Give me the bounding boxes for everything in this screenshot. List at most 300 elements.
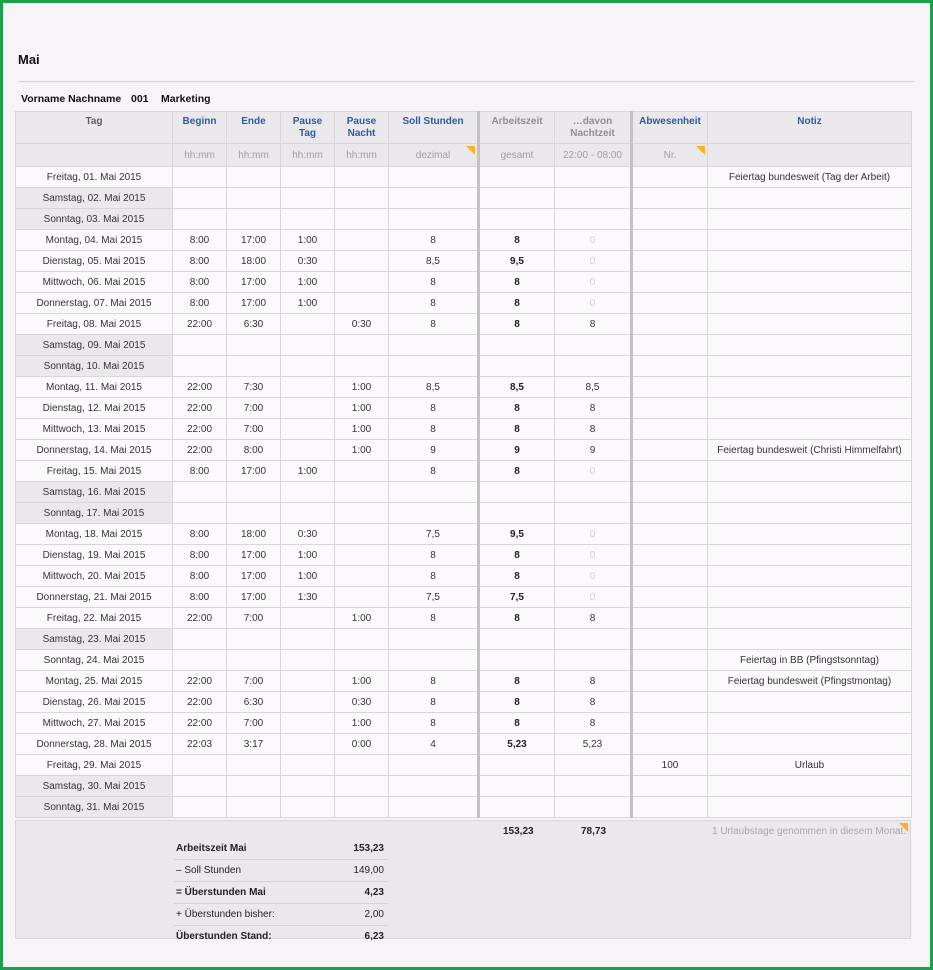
cell-abwesenheit[interactable] [632, 440, 708, 461]
cell-soll[interactable] [389, 503, 479, 524]
cell-abwesenheit[interactable] [632, 482, 708, 503]
cell-nachtzeit[interactable] [555, 650, 632, 671]
cell-beginn[interactable] [173, 356, 227, 377]
cell-nachtzeit[interactable]: 0 [555, 230, 632, 251]
cell-pause-tag[interactable] [281, 776, 335, 797]
cell-nachtzeit[interactable]: 8 [555, 692, 632, 713]
cell-nachtzeit[interactable]: 0 [555, 524, 632, 545]
cell-pause-tag[interactable]: 1:00 [281, 461, 335, 482]
cell-abwesenheit[interactable] [632, 461, 708, 482]
cell-pause-nacht[interactable]: 1:00 [335, 713, 389, 734]
cell-nachtzeit[interactable]: 0 [555, 461, 632, 482]
cell-ende[interactable]: 17:00 [227, 545, 281, 566]
cell-soll[interactable]: 8 [389, 398, 479, 419]
cell-notiz[interactable] [708, 797, 912, 818]
cell-abwesenheit[interactable] [632, 545, 708, 566]
cell-abwesenheit[interactable] [632, 335, 708, 356]
cell-day[interactable]: Sonntag, 03. Mai 2015 [16, 209, 173, 230]
cell-day[interactable]: Mittwoch, 13. Mai 2015 [16, 419, 173, 440]
cell-beginn[interactable]: 8:00 [173, 524, 227, 545]
cell-day[interactable]: Samstag, 09. Mai 2015 [16, 335, 173, 356]
cell-pause-tag[interactable]: 1:00 [281, 566, 335, 587]
cell-nachtzeit[interactable]: 8 [555, 713, 632, 734]
cell-arbeitszeit[interactable] [479, 167, 555, 188]
cell-beginn[interactable]: 22:03 [173, 734, 227, 755]
cell-soll[interactable]: 4 [389, 734, 479, 755]
cell-pause-tag[interactable] [281, 650, 335, 671]
cell-abwesenheit[interactable] [632, 797, 708, 818]
cell-soll[interactable]: 8 [389, 545, 479, 566]
cell-nachtzeit[interactable]: 0 [555, 293, 632, 314]
cell-pause-nacht[interactable]: 0:30 [335, 314, 389, 335]
cell-soll[interactable] [389, 188, 479, 209]
cell-abwesenheit[interactable] [632, 356, 708, 377]
cell-day[interactable]: Freitag, 15. Mai 2015 [16, 461, 173, 482]
cell-abwesenheit[interactable] [632, 398, 708, 419]
cell-pause-tag[interactable] [281, 692, 335, 713]
cell-day[interactable]: Montag, 25. Mai 2015 [16, 671, 173, 692]
cell-notiz[interactable]: Feiertag bundesweit (Christi Himmelfahrt) [708, 440, 912, 461]
cell-soll[interactable] [389, 755, 479, 776]
cell-pause-tag[interactable] [281, 377, 335, 398]
cell-arbeitszeit[interactable] [479, 650, 555, 671]
cell-pause-nacht[interactable] [335, 566, 389, 587]
cell-day[interactable]: Sonntag, 10. Mai 2015 [16, 356, 173, 377]
cell-ende[interactable]: 17:00 [227, 293, 281, 314]
cell-beginn[interactable]: 8:00 [173, 293, 227, 314]
cell-pause-nacht[interactable]: 1:00 [335, 671, 389, 692]
cell-notiz[interactable] [708, 503, 912, 524]
cell-soll[interactable]: 8 [389, 671, 479, 692]
cell-abwesenheit[interactable] [632, 692, 708, 713]
cell-pause-nacht[interactable] [335, 629, 389, 650]
cell-abwesenheit[interactable] [632, 524, 708, 545]
cell-soll[interactable]: 8 [389, 314, 479, 335]
cell-notiz[interactable] [708, 293, 912, 314]
cell-ende[interactable]: 7:00 [227, 398, 281, 419]
cell-nachtzeit[interactable] [555, 797, 632, 818]
cell-notiz[interactable] [708, 734, 912, 755]
cell-soll[interactable]: 8 [389, 566, 479, 587]
cell-notiz[interactable] [708, 314, 912, 335]
cell-abwesenheit[interactable] [632, 650, 708, 671]
cell-day[interactable]: Donnerstag, 21. Mai 2015 [16, 587, 173, 608]
cell-notiz[interactable] [708, 230, 912, 251]
cell-day[interactable]: Mittwoch, 27. Mai 2015 [16, 713, 173, 734]
cell-nachtzeit[interactable]: 8 [555, 314, 632, 335]
cell-pause-tag[interactable] [281, 608, 335, 629]
cell-soll[interactable] [389, 629, 479, 650]
cell-pause-nacht[interactable]: 1:00 [335, 377, 389, 398]
cell-beginn[interactable]: 8:00 [173, 461, 227, 482]
cell-notiz[interactable] [708, 545, 912, 566]
cell-beginn[interactable] [173, 209, 227, 230]
cell-nachtzeit[interactable]: 8,5 [555, 377, 632, 398]
cell-notiz[interactable] [708, 461, 912, 482]
cell-ende[interactable]: 17:00 [227, 587, 281, 608]
cell-day[interactable]: Freitag, 22. Mai 2015 [16, 608, 173, 629]
cell-ende[interactable] [227, 755, 281, 776]
cell-beginn[interactable]: 22:00 [173, 314, 227, 335]
cell-nachtzeit[interactable] [555, 755, 632, 776]
cell-soll[interactable] [389, 776, 479, 797]
cell-pause-nacht[interactable] [335, 335, 389, 356]
cell-day[interactable]: Samstag, 30. Mai 2015 [16, 776, 173, 797]
cell-pause-nacht[interactable]: 0:30 [335, 692, 389, 713]
cell-pause-tag[interactable]: 0:30 [281, 251, 335, 272]
cell-nachtzeit[interactable]: 5,23 [555, 734, 632, 755]
cell-ende[interactable]: 17:00 [227, 461, 281, 482]
cell-soll[interactable] [389, 650, 479, 671]
cell-ende[interactable]: 17:00 [227, 230, 281, 251]
cell-arbeitszeit[interactable] [479, 482, 555, 503]
cell-pause-tag[interactable]: 1:30 [281, 587, 335, 608]
cell-pause-nacht[interactable] [335, 755, 389, 776]
cell-pause-nacht[interactable] [335, 482, 389, 503]
cell-notiz[interactable] [708, 566, 912, 587]
cell-nachtzeit[interactable]: 0 [555, 566, 632, 587]
cell-arbeitszeit[interactable]: 8 [479, 314, 555, 335]
cell-nachtzeit[interactable] [555, 629, 632, 650]
cell-abwesenheit[interactable] [632, 503, 708, 524]
cell-notiz[interactable] [708, 377, 912, 398]
cell-pause-tag[interactable] [281, 734, 335, 755]
cell-abwesenheit[interactable] [632, 566, 708, 587]
cell-arbeitszeit[interactable]: 8 [479, 566, 555, 587]
cell-arbeitszeit[interactable] [479, 797, 555, 818]
cell-ende[interactable] [227, 188, 281, 209]
cell-pause-tag[interactable] [281, 398, 335, 419]
cell-pause-tag[interactable] [281, 314, 335, 335]
cell-arbeitszeit[interactable] [479, 335, 555, 356]
cell-pause-nacht[interactable]: 1:00 [335, 608, 389, 629]
cell-beginn[interactable]: 8:00 [173, 545, 227, 566]
cell-pause-tag[interactable]: 1:00 [281, 293, 335, 314]
cell-soll[interactable] [389, 335, 479, 356]
cell-ende[interactable]: 18:00 [227, 524, 281, 545]
cell-nachtzeit[interactable]: 0 [555, 587, 632, 608]
cell-ende[interactable] [227, 167, 281, 188]
cell-abwesenheit[interactable] [632, 776, 708, 797]
cell-pause-tag[interactable] [281, 419, 335, 440]
cell-nachtzeit[interactable] [555, 335, 632, 356]
cell-beginn[interactable]: 22:00 [173, 692, 227, 713]
cell-soll[interactable]: 8 [389, 230, 479, 251]
cell-pause-nacht[interactable] [335, 230, 389, 251]
cell-notiz[interactable]: Feiertag bundesweit (Tag der Arbeit) [708, 167, 912, 188]
cell-nachtzeit[interactable] [555, 188, 632, 209]
cell-beginn[interactable] [173, 650, 227, 671]
cell-abwesenheit[interactable] [632, 587, 708, 608]
cell-ende[interactable]: 6:30 [227, 314, 281, 335]
cell-beginn[interactable]: 22:00 [173, 377, 227, 398]
cell-pause-nacht[interactable] [335, 209, 389, 230]
cell-beginn[interactable] [173, 335, 227, 356]
cell-ende[interactable] [227, 482, 281, 503]
cell-pause-tag[interactable] [281, 188, 335, 209]
cell-pause-nacht[interactable] [335, 650, 389, 671]
cell-day[interactable]: Samstag, 16. Mai 2015 [16, 482, 173, 503]
cell-notiz[interactable] [708, 524, 912, 545]
cell-beginn[interactable]: 8:00 [173, 251, 227, 272]
cell-arbeitszeit[interactable] [479, 776, 555, 797]
cell-nachtzeit[interactable]: 8 [555, 608, 632, 629]
cell-arbeitszeit[interactable]: 8 [479, 293, 555, 314]
cell-pause-tag[interactable]: 1:00 [281, 272, 335, 293]
cell-nachtzeit[interactable]: 0 [555, 251, 632, 272]
cell-pause-nacht[interactable] [335, 251, 389, 272]
cell-soll[interactable]: 8 [389, 692, 479, 713]
cell-day[interactable]: Dienstag, 19. Mai 2015 [16, 545, 173, 566]
cell-day[interactable]: Mittwoch, 06. Mai 2015 [16, 272, 173, 293]
cell-soll[interactable]: 7,5 [389, 524, 479, 545]
cell-notiz[interactable]: Feiertag in BB (Pfingstsonntag) [708, 650, 912, 671]
cell-day[interactable]: Samstag, 02. Mai 2015 [16, 188, 173, 209]
cell-abwesenheit[interactable] [632, 734, 708, 755]
cell-day[interactable]: Samstag, 23. Mai 2015 [16, 629, 173, 650]
cell-abwesenheit[interactable] [632, 293, 708, 314]
cell-notiz[interactable] [708, 356, 912, 377]
cell-arbeitszeit[interactable]: 9 [479, 440, 555, 461]
cell-pause-tag[interactable] [281, 629, 335, 650]
cell-ende[interactable] [227, 650, 281, 671]
cell-pause-nacht[interactable] [335, 776, 389, 797]
cell-day[interactable]: Montag, 11. Mai 2015 [16, 377, 173, 398]
cell-pause-tag[interactable] [281, 356, 335, 377]
cell-soll[interactable]: 8,5 [389, 251, 479, 272]
cell-pause-nacht[interactable] [335, 167, 389, 188]
cell-day[interactable]: Dienstag, 12. Mai 2015 [16, 398, 173, 419]
cell-pause-tag[interactable]: 0:30 [281, 524, 335, 545]
cell-abwesenheit[interactable] [632, 167, 708, 188]
cell-ende[interactable] [227, 629, 281, 650]
cell-beginn[interactable]: 8:00 [173, 587, 227, 608]
cell-abwesenheit[interactable] [632, 272, 708, 293]
cell-abwesenheit[interactable] [632, 608, 708, 629]
cell-nachtzeit[interactable] [555, 167, 632, 188]
cell-soll[interactable] [389, 356, 479, 377]
cell-ende[interactable]: 7:00 [227, 671, 281, 692]
cell-pause-tag[interactable] [281, 713, 335, 734]
cell-ende[interactable]: 6:30 [227, 692, 281, 713]
cell-day[interactable]: Dienstag, 26. Mai 2015 [16, 692, 173, 713]
cell-day[interactable]: Montag, 04. Mai 2015 [16, 230, 173, 251]
cell-ende[interactable] [227, 503, 281, 524]
cell-day[interactable]: Sonntag, 17. Mai 2015 [16, 503, 173, 524]
cell-soll[interactable] [389, 482, 479, 503]
cell-pause-nacht[interactable]: 1:00 [335, 440, 389, 461]
cell-pause-tag[interactable] [281, 167, 335, 188]
comment-marker-icon[interactable] [899, 823, 908, 832]
cell-notiz[interactable] [708, 482, 912, 503]
cell-day[interactable]: Sonntag, 24. Mai 2015 [16, 650, 173, 671]
cell-pause-tag[interactable] [281, 797, 335, 818]
cell-arbeitszeit[interactable] [479, 188, 555, 209]
cell-pause-tag[interactable] [281, 503, 335, 524]
cell-soll[interactable] [389, 167, 479, 188]
cell-ende[interactable]: 17:00 [227, 272, 281, 293]
cell-nachtzeit[interactable]: 8 [555, 671, 632, 692]
cell-ende[interactable]: 8:00 [227, 440, 281, 461]
cell-notiz[interactable] [708, 629, 912, 650]
cell-abwesenheit[interactable] [632, 671, 708, 692]
cell-day[interactable]: Sonntag, 31. Mai 2015 [16, 797, 173, 818]
cell-pause-tag[interactable] [281, 671, 335, 692]
cell-pause-tag[interactable] [281, 335, 335, 356]
cell-pause-nacht[interactable]: 0:00 [335, 734, 389, 755]
cell-pause-nacht[interactable] [335, 461, 389, 482]
cell-soll[interactable]: 9 [389, 440, 479, 461]
cell-soll[interactable]: 7,5 [389, 587, 479, 608]
cell-nachtzeit[interactable] [555, 776, 632, 797]
cell-arbeitszeit[interactable]: 9,5 [479, 251, 555, 272]
cell-ende[interactable] [227, 797, 281, 818]
cell-nachtzeit[interactable]: 9 [555, 440, 632, 461]
cell-arbeitszeit[interactable] [479, 356, 555, 377]
cell-notiz[interactable]: Feiertag bundesweit (Pfingstmontag) [708, 671, 912, 692]
cell-arbeitszeit[interactable]: 8 [479, 272, 555, 293]
cell-pause-nacht[interactable] [335, 545, 389, 566]
cell-arbeitszeit[interactable]: 9,5 [479, 524, 555, 545]
cell-arbeitszeit[interactable] [479, 503, 555, 524]
cell-notiz[interactable]: Urlaub [708, 755, 912, 776]
cell-notiz[interactable] [708, 587, 912, 608]
cell-notiz[interactable] [708, 692, 912, 713]
cell-ende[interactable]: 7:00 [227, 608, 281, 629]
cell-ende[interactable]: 7:30 [227, 377, 281, 398]
cell-soll[interactable] [389, 797, 479, 818]
cell-nachtzeit[interactable]: 8 [555, 419, 632, 440]
cell-soll[interactable]: 8 [389, 419, 479, 440]
cell-pause-nacht[interactable] [335, 797, 389, 818]
cell-beginn[interactable]: 8:00 [173, 230, 227, 251]
cell-notiz[interactable] [708, 188, 912, 209]
cell-soll[interactable]: 8 [389, 608, 479, 629]
cell-pause-nacht[interactable] [335, 503, 389, 524]
cell-soll[interactable]: 8 [389, 272, 479, 293]
cell-beginn[interactable]: 22:00 [173, 440, 227, 461]
cell-day[interactable]: Donnerstag, 14. Mai 2015 [16, 440, 173, 461]
cell-notiz[interactable] [708, 272, 912, 293]
cell-pause-nacht[interactable] [335, 272, 389, 293]
cell-ende[interactable]: 18:00 [227, 251, 281, 272]
cell-notiz[interactable] [708, 713, 912, 734]
cell-day[interactable]: Freitag, 08. Mai 2015 [16, 314, 173, 335]
cell-abwesenheit[interactable] [632, 629, 708, 650]
cell-ende[interactable] [227, 356, 281, 377]
cell-arbeitszeit[interactable]: 7,5 [479, 587, 555, 608]
cell-nachtzeit[interactable]: 8 [555, 398, 632, 419]
cell-abwesenheit[interactable] [632, 419, 708, 440]
cell-ende[interactable]: 17:00 [227, 566, 281, 587]
cell-arbeitszeit[interactable]: 8 [479, 230, 555, 251]
cell-beginn[interactable]: 22:00 [173, 398, 227, 419]
cell-abwesenheit[interactable] [632, 188, 708, 209]
cell-beginn[interactable]: 22:00 [173, 608, 227, 629]
cell-pause-nacht[interactable] [335, 188, 389, 209]
cell-pause-tag[interactable] [281, 482, 335, 503]
cell-notiz[interactable] [708, 419, 912, 440]
cell-notiz[interactable] [708, 335, 912, 356]
cell-arbeitszeit[interactable]: 8 [479, 713, 555, 734]
cell-day[interactable]: Donnerstag, 07. Mai 2015 [16, 293, 173, 314]
cell-beginn[interactable] [173, 482, 227, 503]
cell-beginn[interactable] [173, 167, 227, 188]
cell-soll[interactable]: 8 [389, 461, 479, 482]
cell-pause-nacht[interactable] [335, 587, 389, 608]
cell-abwesenheit[interactable] [632, 314, 708, 335]
cell-soll[interactable]: 8 [389, 713, 479, 734]
cell-abwesenheit[interactable] [632, 251, 708, 272]
cell-beginn[interactable]: 22:00 [173, 419, 227, 440]
cell-arbeitszeit[interactable] [479, 209, 555, 230]
cell-beginn[interactable]: 8:00 [173, 566, 227, 587]
cell-pause-nacht[interactable]: 1:00 [335, 419, 389, 440]
cell-arbeitszeit[interactable]: 8 [479, 419, 555, 440]
comment-marker-icon[interactable] [466, 146, 475, 155]
cell-pause-nacht[interactable] [335, 524, 389, 545]
cell-pause-nacht[interactable] [335, 293, 389, 314]
cell-pause-tag[interactable] [281, 755, 335, 776]
cell-notiz[interactable] [708, 398, 912, 419]
cell-soll[interactable] [389, 209, 479, 230]
cell-nachtzeit[interactable] [555, 209, 632, 230]
cell-ende[interactable]: 3:17 [227, 734, 281, 755]
cell-abwesenheit[interactable] [632, 377, 708, 398]
cell-ende[interactable] [227, 776, 281, 797]
cell-arbeitszeit[interactable]: 8 [479, 461, 555, 482]
cell-day[interactable]: Freitag, 01. Mai 2015 [16, 167, 173, 188]
cell-day[interactable]: Mittwoch, 20. Mai 2015 [16, 566, 173, 587]
cell-day[interactable]: Freitag, 29. Mai 2015 [16, 755, 173, 776]
cell-arbeitszeit[interactable]: 8 [479, 545, 555, 566]
cell-soll[interactable]: 8,5 [389, 377, 479, 398]
cell-beginn[interactable] [173, 503, 227, 524]
cell-arbeitszeit[interactable] [479, 755, 555, 776]
cell-abwesenheit[interactable] [632, 209, 708, 230]
cell-ende[interactable] [227, 335, 281, 356]
cell-beginn[interactable]: 22:00 [173, 671, 227, 692]
cell-arbeitszeit[interactable]: 8 [479, 608, 555, 629]
cell-beginn[interactable] [173, 797, 227, 818]
cell-beginn[interactable] [173, 188, 227, 209]
cell-arbeitszeit[interactable]: 8 [479, 398, 555, 419]
cell-pause-tag[interactable] [281, 440, 335, 461]
cell-arbeitszeit[interactable] [479, 629, 555, 650]
cell-ende[interactable] [227, 209, 281, 230]
cell-notiz[interactable] [708, 776, 912, 797]
cell-arbeitszeit[interactable]: 8 [479, 692, 555, 713]
cell-arbeitszeit[interactable]: 5,23 [479, 734, 555, 755]
cell-abwesenheit[interactable] [632, 713, 708, 734]
cell-pause-tag[interactable] [281, 209, 335, 230]
cell-abwesenheit[interactable] [632, 230, 708, 251]
cell-beginn[interactable] [173, 629, 227, 650]
cell-day[interactable]: Donnerstag, 28. Mai 2015 [16, 734, 173, 755]
cell-beginn[interactable]: 22:00 [173, 713, 227, 734]
cell-beginn[interactable]: 8:00 [173, 272, 227, 293]
cell-notiz[interactable] [708, 608, 912, 629]
cell-arbeitszeit[interactable]: 8,5 [479, 377, 555, 398]
cell-ende[interactable]: 7:00 [227, 419, 281, 440]
cell-pause-nacht[interactable]: 1:00 [335, 398, 389, 419]
cell-day[interactable]: Dienstag, 05. Mai 2015 [16, 251, 173, 272]
cell-nachtzeit[interactable]: 0 [555, 545, 632, 566]
cell-pause-nacht[interactable] [335, 356, 389, 377]
cell-nachtzeit[interactable] [555, 356, 632, 377]
cell-nachtzeit[interactable]: 0 [555, 272, 632, 293]
cell-beginn[interactable] [173, 755, 227, 776]
